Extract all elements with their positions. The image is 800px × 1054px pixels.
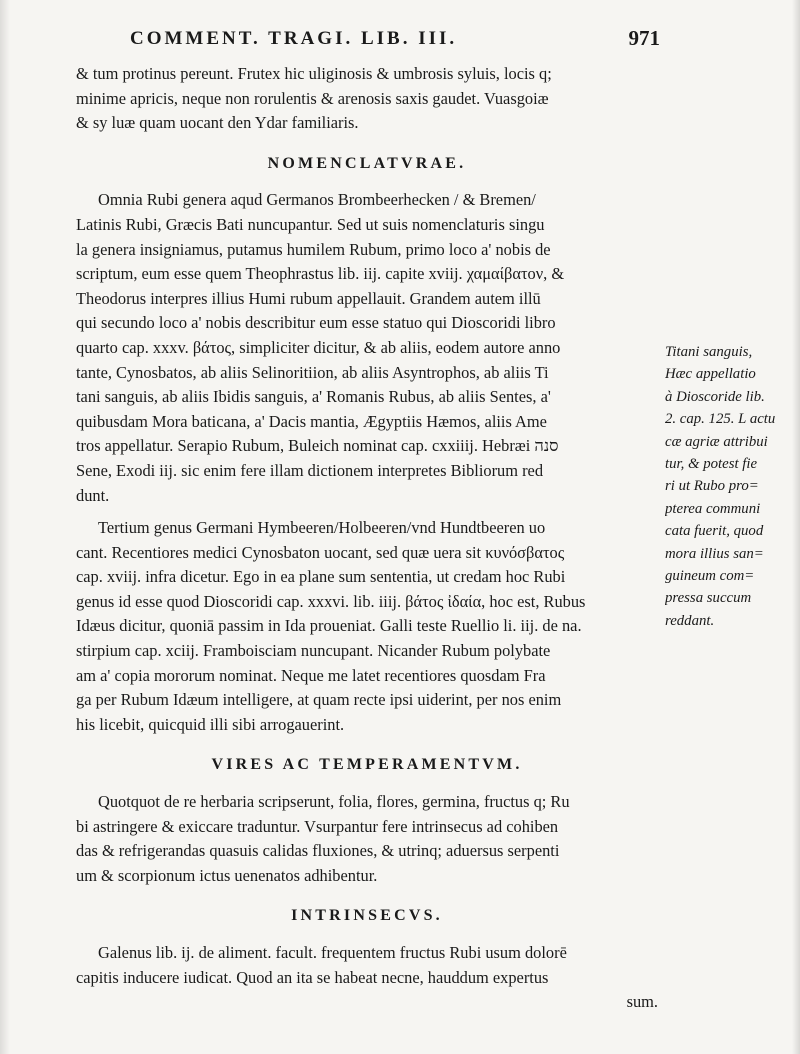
text-line: capitis inducere iudicat. Quod an ita se habeat necne, hauddum expertus bbox=[76, 967, 549, 987]
marginal-line: à Dioscoride lib. bbox=[665, 388, 765, 405]
text-line: um & scorpionum ictus uenenatos adhibentur. bbox=[76, 865, 378, 885]
text-line: scriptum, eum esse quem Theophrastus lib. iij. capite xviij. χαμαίβατον, & bbox=[76, 264, 565, 284]
marginal-line: 2. cap. 125. L actu bbox=[665, 411, 776, 428]
text-line: tani sanguis, ab aliis Ibidis sanguis, a' Romanis Rubus, ab aliis Sentes, a' bbox=[76, 387, 551, 407]
intro-paragraph bbox=[76, 62, 658, 136]
marginal-line: cæ agriæ attribui bbox=[665, 433, 768, 450]
marginal-line: Hæc appellatio bbox=[665, 366, 756, 383]
text-line: Omnia Rubi genera aqud Germanos Brombeerhecken / & Bremen/ bbox=[98, 190, 536, 210]
text-line: sum. bbox=[626, 992, 658, 1012]
text-line: das & refrigerandas quasuis calidas fluxiones, & utrinq; aduersus serpenti bbox=[76, 841, 560, 861]
text-line: tros appellatur. Serapio Rubum, Buleich nominat cap. cxxiiij. Hebræi סנה bbox=[76, 436, 559, 456]
text-line: genus id esse quod Dioscoridi cap. xxxvi. lib. iiij. βάτος ἰδαία, hoc est, Rubus bbox=[76, 591, 586, 611]
running-head: COMMENT. TRAGI. LIB. III. bbox=[130, 28, 458, 49]
text-line: qui secundo loco a' nobis describitur eum esse statuo qui Dioscoridi libro bbox=[76, 313, 556, 333]
section-heading-vires: VIRES AC TEMPERAMENTVM. bbox=[211, 756, 523, 774]
marginal-line: mora illius san= bbox=[665, 545, 764, 562]
marginal-line: pressa succum bbox=[665, 590, 752, 607]
text-line: Sene, Exodi iij. sic enim fere illam dictionem interpretes Bibliorum red bbox=[76, 460, 544, 480]
text-line: tante, Cynosbatos, ab aliis Selinoritiion, ab aliis Asyntrophos, ab aliis Ti bbox=[76, 362, 549, 382]
text-line: ga per Rubum Idæum intelligere, at quam recte ipsi uiderint, per nos enim bbox=[76, 690, 562, 710]
text-line: Theodorus interpres illius Humi rubum appellauit. Grandem autem illū bbox=[76, 288, 541, 308]
text-line: la genera insigniamus, putamus humilem Rubum, primo loco a' nobis de bbox=[76, 239, 551, 259]
marginal-line: ri ut Rubo pro= bbox=[665, 478, 759, 495]
text-line: Galenus lib. ij. de aliment. facult. frequentem fructus Rubi usum dolorē bbox=[98, 943, 567, 962]
nomenclatura-paragraph-1 bbox=[76, 188, 658, 508]
text-line: & sy luæ quam uocant den Ydar familiaris. bbox=[76, 113, 359, 133]
text-line: Quotquot de re herbaria scripserunt, folia, flores, germina, fructus q; Ru bbox=[98, 792, 570, 812]
marginal-line: Titani sanguis, bbox=[665, 344, 753, 360]
marginal-line: guineum com= bbox=[665, 568, 755, 585]
marginal-line: cata fuerit, quod bbox=[665, 523, 764, 540]
text-line: Tertium genus Germani Hymbeeren/Holbeeren/vnd Hundtbeeren uo bbox=[98, 518, 546, 538]
text-line: am a' copia mororum nominat. Neque me latet recentiores quosdam Fra bbox=[76, 665, 546, 685]
text-line: stirpium cap. xciij. Framboisciam nuncupant. Nicander Rubum polybate bbox=[76, 641, 551, 661]
marginal-line: pterea communi bbox=[665, 500, 761, 517]
nomenclatura-paragraph-2 bbox=[76, 516, 658, 737]
text-line: cant. Recentiores medici Cynosbaton uocant, sed quæ uera sit κυνόσβατος bbox=[76, 542, 565, 562]
section-heading-intrinsecus: INTRINSECVS. bbox=[291, 907, 443, 925]
marginal-line: tur, & potest fie bbox=[665, 456, 758, 473]
text-line: quarto cap. xxxv. βάτος, simpliciter dicitur, & ab aliis, eodem autore anno bbox=[76, 337, 561, 357]
text-line: bi astringere & exiccare traduntur. Vsurpantur fere intrinsecus ad cohiben bbox=[76, 816, 559, 836]
intrinsecus-paragraph bbox=[76, 941, 658, 1015]
text-line: minime apricis, neque non rorulentis & arenosis saxis gaudet. Vuasgoiæ bbox=[76, 88, 549, 108]
text-line: quibusdam Mora baticana, a' Dacis mantia, Ægyptiis Hæmos, aliis Ame bbox=[76, 411, 547, 431]
text-line: cap. xviij. infra dicetur. Ego in ea plane sum sententia, ut credam hoc Rubi bbox=[76, 567, 566, 587]
section-heading-nomenclatura: NOMENCLATVRAE. bbox=[267, 154, 467, 172]
text-line: dunt. bbox=[76, 485, 110, 505]
text-line: Latinis Rubi, Græcis Bati nuncupantur. Sed ut suis nomenclaturis singu bbox=[76, 214, 545, 234]
marginal-line: reddant. bbox=[665, 612, 715, 629]
text-line: & tum protinus pereunt. Frutex hic uliginosis & umbrosis syluis, locis q; bbox=[76, 64, 552, 83]
page-number: 971 bbox=[628, 26, 660, 50]
main-text-column bbox=[76, 62, 658, 1015]
text-line: Idæus dicitur, quoniā passim in Ida proueniat. Galli teste Ruellio li. iij. de na. bbox=[76, 616, 582, 636]
page-gutter-shadow bbox=[0, 0, 10, 1054]
page-header bbox=[130, 28, 660, 58]
text-line: his licebit, quicquid illi sibi arrogauerint. bbox=[76, 714, 345, 734]
marginal-note bbox=[665, 341, 800, 632]
vires-paragraph bbox=[76, 790, 658, 888]
paragraph-gap bbox=[76, 508, 658, 516]
